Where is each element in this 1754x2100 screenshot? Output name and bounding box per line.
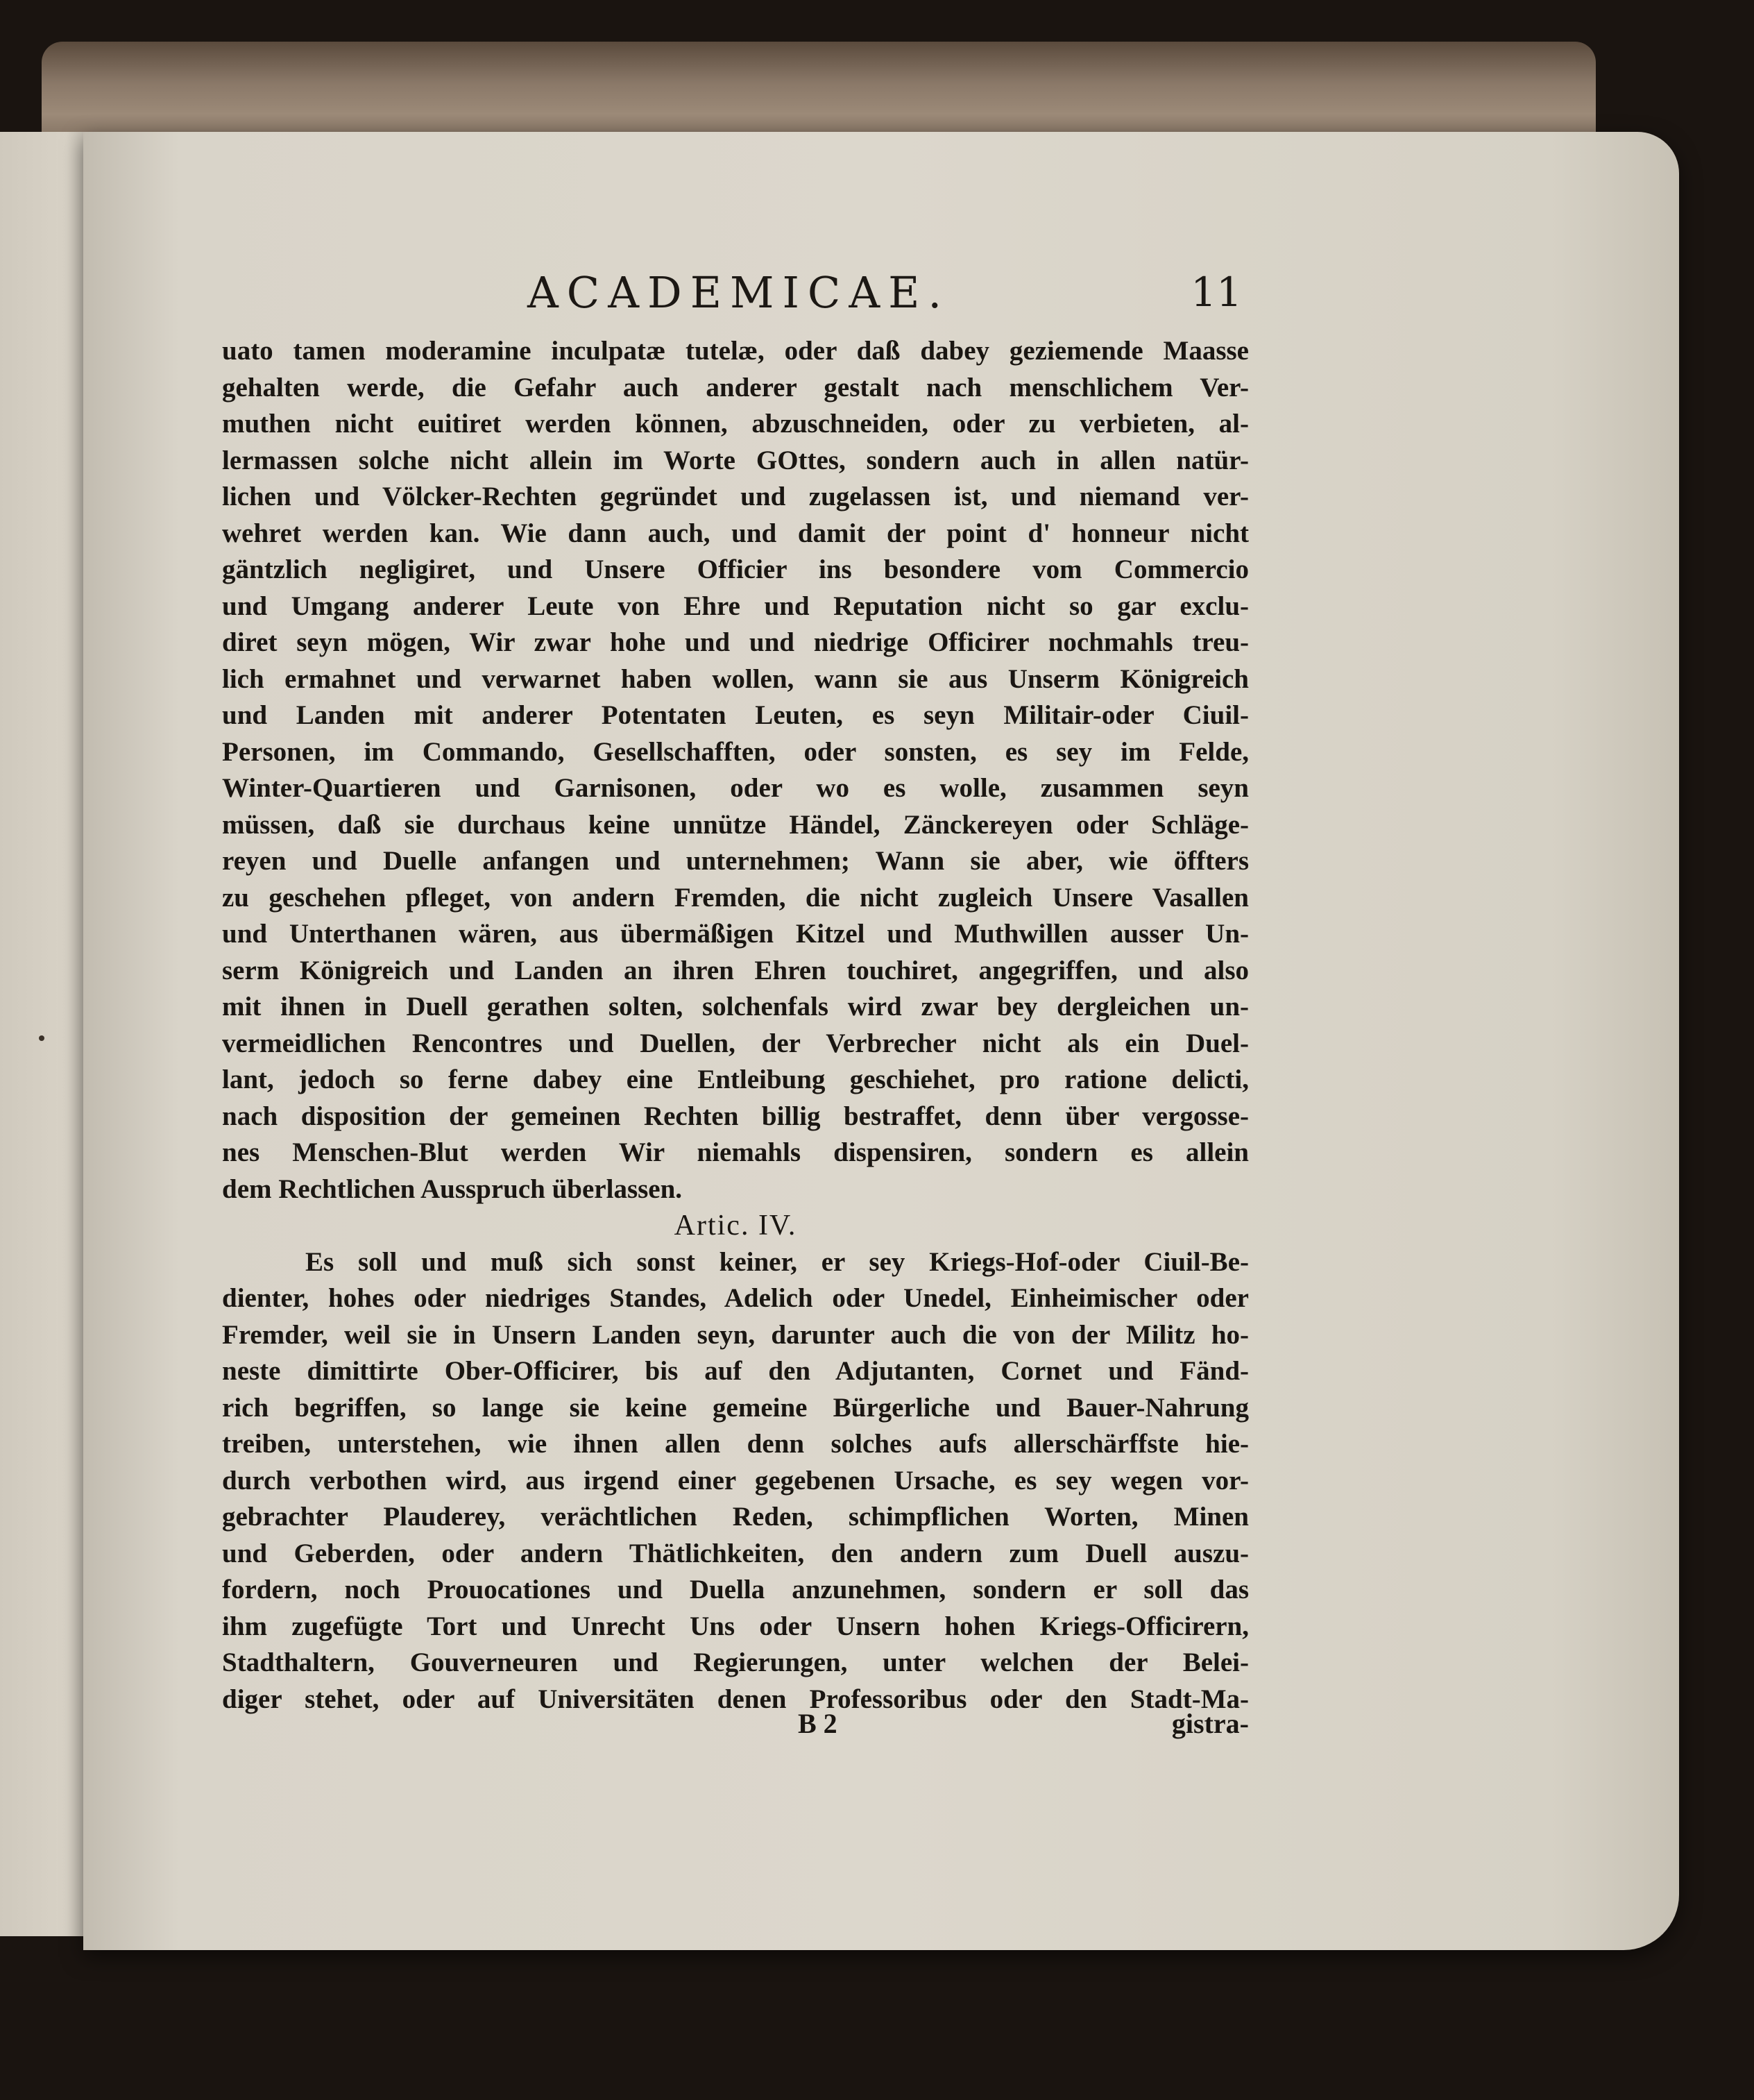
text-line: dienter, hohes oder niedriges Standes, Adelich oder Unedel, Einheimischer oder (222, 1283, 1249, 1313)
running-head: ACADEMICAE. (527, 267, 951, 318)
text-line: müssen, daß sie durchaus keine unnütze Händel, Zänckereyen oder Schläge- (222, 809, 1249, 840)
text-line: lant, jedoch so ferne dabey eine Entleibung geschiehet, pro ratione delicti, (222, 1065, 1249, 1094)
text-line: Fremder, weil sie in Unsern Landen seyn, darunter auch die von der Militz ho- (222, 1319, 1249, 1350)
text-line: Personen, im Commando, Gesellschafften, oder sonsten, es sey im Felde, (222, 736, 1249, 767)
text-line: fordern, noch Prouocationes und Duella anzunehmen, sondern er soll das (222, 1575, 1249, 1604)
page-number: 11 (1191, 269, 1242, 316)
text-line: Stadthaltern, Gouverneuren und Regierungen, unter welchen der Belei- (222, 1648, 1249, 1677)
text-line: nach disposition der gemeinen Rechten billig bestraffet, denn über vergosse- (222, 1101, 1249, 1131)
text-line: gehalten werde, die Gefahr auch anderer gestalt nach menschlichem Ver- (222, 372, 1249, 403)
text-line: vermeidlichen Rencontres und Duellen, der Verbrecher nicht als ein Duel- (222, 1028, 1249, 1058)
signature-mark: B 2 (798, 1708, 837, 1739)
text-line: muthen nicht euitiret werden können, abzuschneiden, oder zu verbieten, al- (222, 409, 1249, 439)
text-line: diger stehet, oder auf Universitäten denen Professoribus oder den Stadt-Ma- (222, 1684, 1249, 1714)
ink-speck (39, 1035, 44, 1041)
text-line: lich ermahnet und verwarnet haben wollen, wann sie aus Unserm Königreich (222, 663, 1249, 694)
text-line: Winter-Quartieren und Garnisonen, oder wo es wolle, zusammen seyn (222, 773, 1249, 803)
text-line: ihm zugefügte Tort und Unrecht Uns oder Unsern hohen Kriegs-Officirern, (222, 1611, 1249, 1641)
text-line: neste dimittirte Ober-Officirer, bis auf den Adjutanten, Cornet und Fänd- (222, 1356, 1249, 1386)
text-line: und Unterthanen wären, aus übermäßigen Kitzel und Muthwillen ausser Un- (222, 919, 1249, 949)
text-line: gäntzlich negligiret, und Unsere Officier ins besondere vom Commercio (222, 554, 1249, 584)
text-line: und Landen mit anderer Potentaten Leuten, es seyn Militair-oder Ciuil- (222, 700, 1249, 730)
text-line: treiben, unterstehen, wie ihnen allen denn solches aufs allerschärffste hie- (222, 1429, 1249, 1459)
text-line: lichen und Völcker-Rechten gegründet und zugelassen ist, und niemand ver- (222, 482, 1249, 511)
text-line: mit ihnen in Duell gerathen solten, solchenfals wird zwar bey dergleichen un- (222, 992, 1249, 1022)
book-page-edges (42, 42, 1596, 146)
text-line: Es soll und muß sich sonst keiner, er sey Kriegs-Hof-oder Ciuil-Be- (305, 1246, 1249, 1277)
text-line: lermassen solche nicht allein im Worte GOttes, sondern auch in allen natür- (222, 445, 1249, 475)
text-line: und Geberden, oder andern Thätlichkeiten, den andern zum Duell auszu- (222, 1538, 1249, 1568)
body-text (222, 333, 1249, 1718)
page-footer (222, 1707, 1249, 1749)
text-line: reyen und Duelle anfangen und unternehmen; Wann sie aber, wie öffters (222, 846, 1249, 876)
text-line: serm Königreich und Landen an ihren Ehren touchiret, angegriffen, und also (222, 955, 1249, 985)
article-heading: Artic. IV. (674, 1210, 797, 1242)
catchword: gistra- (1171, 1708, 1249, 1739)
page-header (222, 267, 1242, 316)
text-line: rich begriffen, so lange sie keine gemeine Bürgerliche und Bauer-Nahrung (222, 1392, 1249, 1423)
text-line: durch verbothen wird, aus irgend einer gegebenen Ursache, es sey wegen vor- (222, 1465, 1249, 1496)
text-line: zu geschehen pfleget, von andern Fremden, die nicht zugleich Unsere Vasallen (222, 882, 1249, 913)
text-line: diret seyn mögen, Wir zwar hohe und und niedrige Officirer nochmahls treu- (222, 627, 1249, 657)
text-line: wehret werden kan. Wie dann auch, und damit der point d' honneur nicht (222, 518, 1249, 548)
text-line: gebrachter Plauderey, verächtlichen Reden, schimpflichen Worten, Minen (222, 1502, 1249, 1532)
text-line: nes Menschen-Blut werden Wir niemahls dispensiren, sondern es allein (222, 1137, 1249, 1167)
text-line: uato tamen moderamine inculpatæ tutelæ, oder daß dabey geziemende Maasse (222, 336, 1249, 366)
text-line: dem Rechtlichen Ausspruch überlassen. (222, 1174, 683, 1204)
text-line: und Umgang anderer Leute von Ehre und Reputation nicht so gar exclu- (222, 591, 1249, 621)
